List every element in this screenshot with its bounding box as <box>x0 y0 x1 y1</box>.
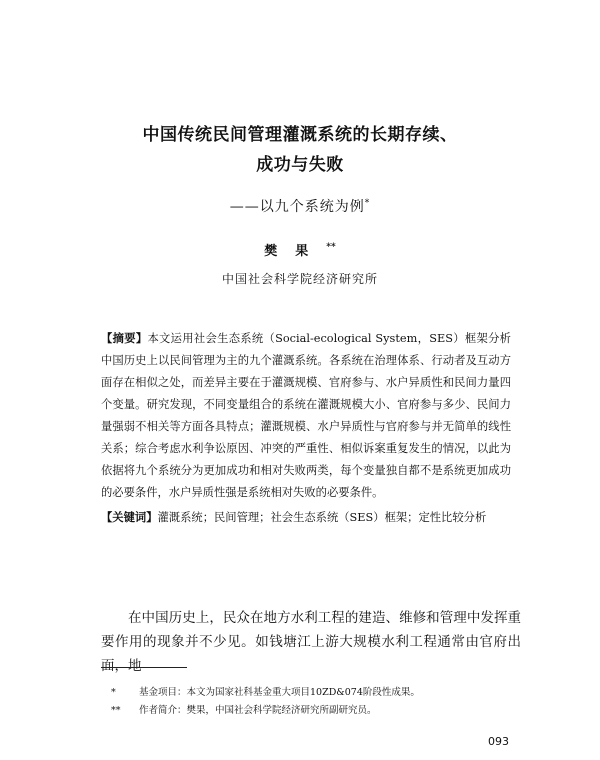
keywords-tag: 【关键词】 <box>101 510 158 524</box>
abstract-paragraph <box>101 327 511 504</box>
abstract-tag: 【摘要】 <box>101 331 148 345</box>
footnote-text: 基金项目：本文为国家社科基金重大项目10ZD&074阶段性成果。 <box>139 687 420 698</box>
footnote-item <box>101 684 521 702</box>
author-text: 樊果 <box>264 244 327 259</box>
footnote-divider <box>101 667 187 668</box>
subtitle-text: ——以九个系统为例 <box>229 199 365 215</box>
author-affiliation: 中国社会科学院经济研究所 <box>221 272 378 286</box>
body-paragraph: 在中国历史上，民众在地方水利工程的建造、维修和管理中发挥重要作用的现象并不少见。如钱塘江上游大规模水利工程通常由官府出面，地 <box>101 610 521 674</box>
page-number: 093 <box>488 735 509 748</box>
keywords-paragraph <box>101 506 511 529</box>
author-name <box>0 240 600 259</box>
subtitle-footnote-mark: * <box>364 198 371 209</box>
footnote-mark: ** <box>111 705 121 716</box>
author-footnote-mark: ** <box>326 242 336 253</box>
article-title-line-1: 中国传统民间管理灌溉系统的长期存续、 <box>142 125 458 145</box>
footnote-mark: * <box>111 687 116 698</box>
keywords-text: 灌溉系统；民间管理；社会生态系统（SES）框架；定性比较分析 <box>157 511 487 524</box>
article-subtitle <box>0 196 600 216</box>
article-title-line-2: 成功与失败 <box>256 155 344 175</box>
footnote-text: 作者简介：樊果，中国社会科学院经济研究所副研究员。 <box>139 705 377 716</box>
footnotes <box>101 684 521 720</box>
abstract-block <box>101 327 511 529</box>
footnote-item <box>101 702 521 720</box>
abstract-text: 本文运用社会生态系统（Social-ecological System，SES）框架分析中国历史上以民间管理为主的九个灌溉系统。各系统在治理体系、行动者及互动方面存在相似之处，而差异主要在于灌溉规模、官府参与、水户异质性和民间力量四个变量。研究发现，不同变量组合的系统在灌溉规模大小、官府参与多少、民间力量强弱不相关等方面各具特点；灌溉规模、水户异质性与官府参与并无简单的线性关系；综合考虑水利争讼原因、冲突的严重性、相似诉案重复发生的情况，以此为依据将九个系统分为更加成功和相对失败两类，每个变量独自都不是系统更加成功的必要条件，水户异质性强是系统相对失败的必要条件。 <box>101 332 511 499</box>
